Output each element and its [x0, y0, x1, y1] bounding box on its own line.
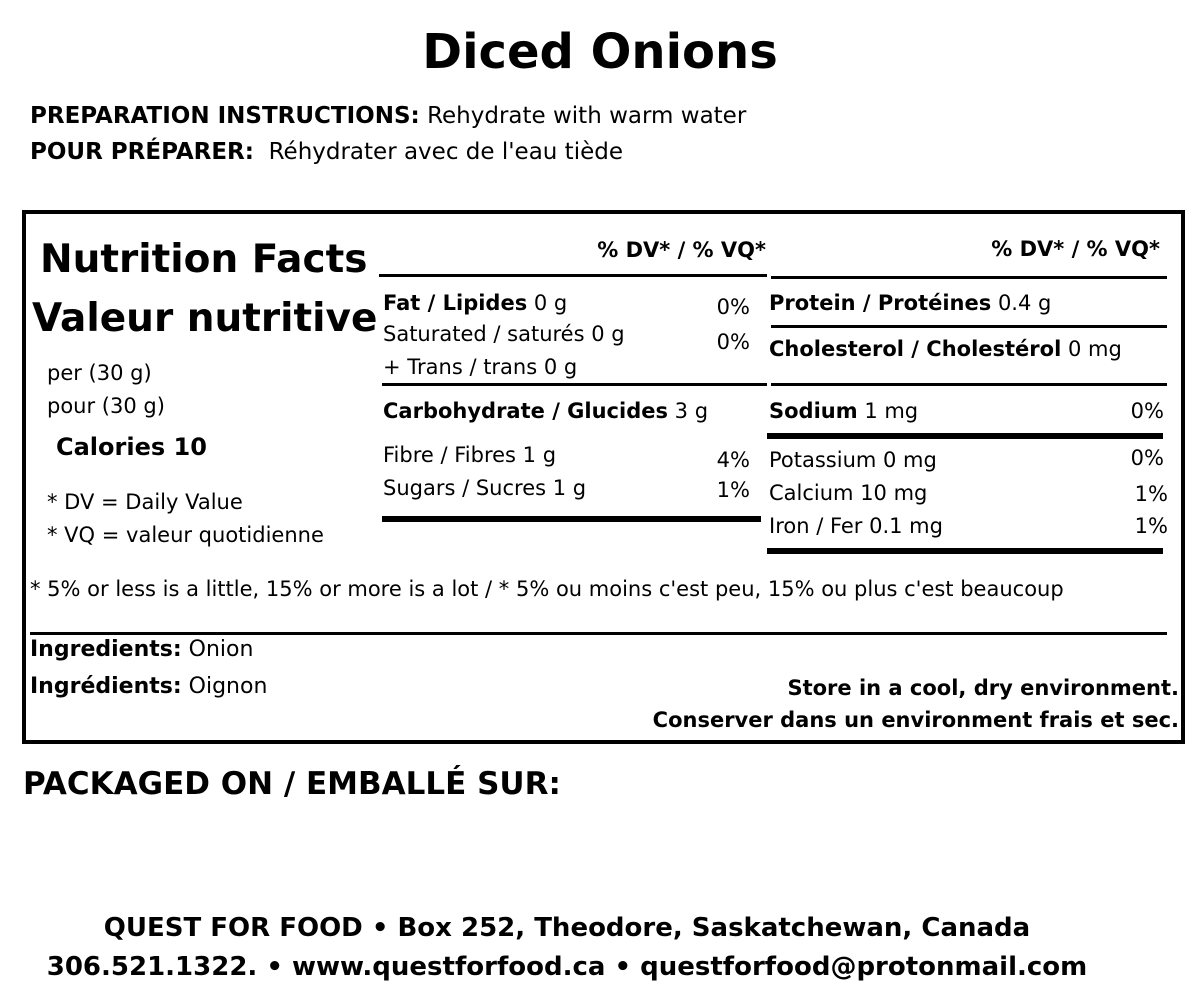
sodium-row	[769, 399, 918, 423]
dv-note: * DV = Daily Value	[47, 490, 243, 514]
vq-note: * VQ = valeur quotidienne	[47, 523, 324, 547]
cholesterol-label: Cholesterol / Cholestérol	[769, 337, 1062, 361]
fat-label: Fat / Lipides	[383, 291, 528, 315]
divider	[771, 276, 1167, 279]
divider	[30, 632, 1167, 635]
ingredients-fr-label: Ingrédients:	[30, 674, 182, 699]
footer-contact: 306.521.1322. • www.questforfood.ca • questforfood@protonmail.com	[46, 952, 1088, 982]
cholesterol-amount: 0 mg	[1067, 337, 1122, 361]
serving-size-en: per (30 g)	[47, 361, 152, 385]
dv-header-right: % DV* / % VQ*	[991, 237, 1160, 261]
sodium-amount: 1 mg	[864, 399, 919, 423]
dv-header-middle: % DV* / % VQ*	[597, 238, 766, 262]
carbohydrate-label: Carbohydrate / Glucides	[383, 399, 668, 423]
protein-row	[769, 291, 1051, 315]
sodium-label: Sodium	[769, 399, 858, 423]
ingredients-en-text: Onion	[188, 637, 254, 662]
divider	[379, 274, 767, 277]
preparation-en-text: Rehydrate with warm water	[427, 103, 747, 129]
trans-label: + Trans / trans 0 g	[383, 355, 578, 379]
storage-fr: Conserver dans un environment frais et sec.	[652, 708, 1179, 732]
serving-size-fr: pour (30 g)	[47, 394, 165, 418]
footer-company-address: QUEST FOR FOOD • Box 252, Theodore, Saskatchewan, Canada	[103, 913, 1031, 943]
fibre-label: Fibre / Fibres 1 g	[383, 443, 557, 467]
storage-en: Store in a cool, dry environment.	[787, 676, 1179, 700]
potassium-pct: 0%	[1130, 446, 1164, 470]
fat-row	[383, 291, 567, 315]
carbohydrate-row	[383, 399, 708, 423]
calcium-pct: 1%	[1134, 482, 1168, 506]
preparation-en	[30, 103, 746, 129]
protein-label: Protein / Protéines	[769, 291, 992, 315]
preparation-fr	[30, 139, 623, 165]
divider	[771, 383, 1167, 386]
packaged-on-label: PACKAGED ON / EMBALLÉ SUR:	[23, 766, 561, 802]
sugars-label: Sugars / Sucres 1 g	[383, 476, 587, 500]
ingredients-en-label: Ingredients:	[30, 637, 182, 662]
ingredients-fr	[30, 674, 267, 699]
divider	[771, 325, 1167, 328]
ingredients-fr-text: Oignon	[188, 674, 268, 699]
protein-amount: 0.4 g	[997, 291, 1052, 315]
sodium-pct: 0%	[1130, 399, 1164, 423]
saturated-pct: 0%	[716, 330, 750, 354]
fat-pct: 0%	[716, 295, 750, 319]
divider	[382, 383, 767, 386]
iron-label: Iron / Fer 0.1 mg	[769, 514, 943, 538]
ingredients-en	[30, 637, 253, 662]
nutrition-heading-en: Nutrition Facts	[40, 237, 368, 282]
divider-thick	[767, 548, 1163, 554]
iron-pct: 1%	[1134, 514, 1168, 538]
saturated-label: Saturated / saturés 0 g	[383, 322, 625, 346]
sugars-pct: 1%	[716, 478, 750, 502]
divider-thick	[767, 433, 1163, 439]
divider-thick	[382, 516, 761, 522]
nutrition-facts-panel	[22, 210, 1185, 744]
fibre-pct: 4%	[716, 448, 750, 472]
preparation-fr-text: Réhydrater avec de l'eau tiède	[268, 139, 623, 165]
product-title: Diced Onions	[422, 24, 778, 80]
carbohydrate-amount: 3 g	[674, 399, 709, 423]
nutrition-heading-fr: Valeur nutritive	[32, 296, 378, 341]
preparation-en-label: PREPARATION INSTRUCTIONS:	[30, 103, 420, 129]
calcium-label: Calcium 10 mg	[769, 481, 928, 505]
fat-amount: 0 g	[533, 291, 568, 315]
cholesterol-row	[769, 337, 1122, 361]
dv-footnote: * 5% or less is a little, 15% or more is a lot / * 5% ou moins c'est peu, 15% ou plus c'est beaucoup	[30, 577, 1064, 601]
preparation-fr-label: POUR PRÉPARER:	[30, 139, 254, 165]
calories: Calories 10	[56, 433, 207, 461]
potassium-label: Potassium 0 mg	[769, 448, 937, 472]
